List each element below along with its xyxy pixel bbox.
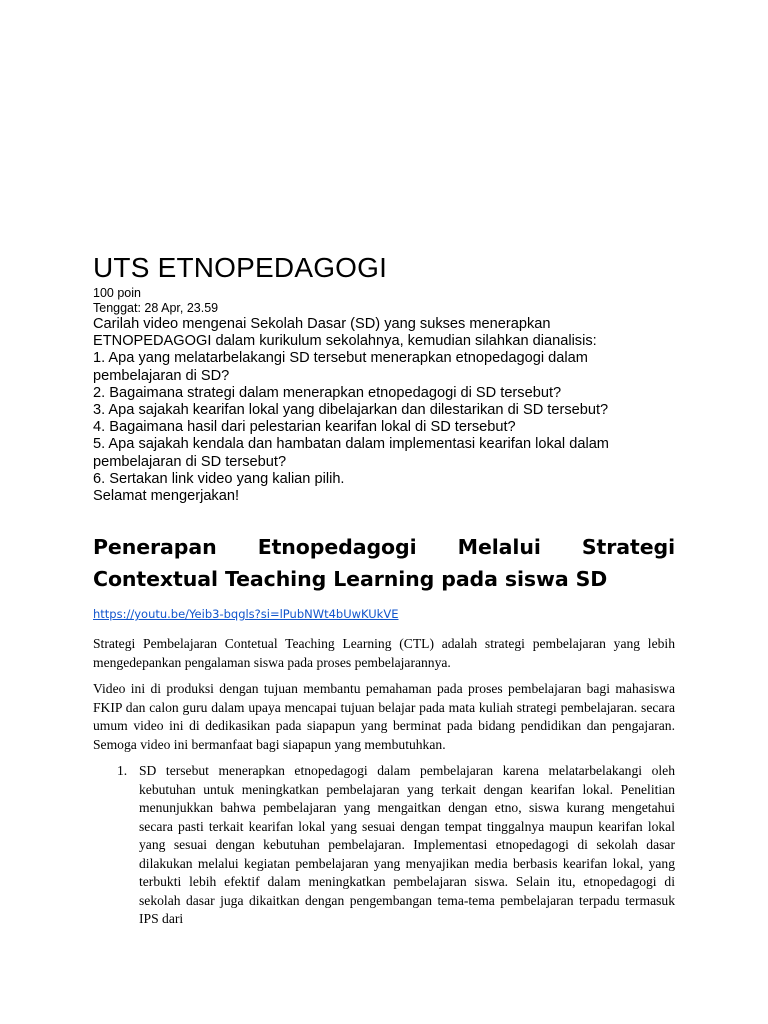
instruction-line: pembelajaran di SD?	[93, 367, 230, 384]
answer-list	[93, 762, 675, 929]
instruction-line: pembelajaran di SD tersebut?	[93, 453, 287, 470]
instruction-line: 6. Sertakan link video yang kalian pilih.	[93, 470, 345, 487]
assignment-instructions	[93, 316, 675, 505]
instruction-line: 4. Bagaimana hasil dari pelestarian kearifan lokal di SD tersebut?	[93, 419, 516, 436]
video-link[interactable]: https://youtu.be/Yeib3-bqgls?si=lPubNWt4bUwKUkVE	[93, 607, 399, 621]
instruction-line: 1. Apa yang melatarbelakangi SD tersebut menerapkan etnopedagogi dalam	[93, 350, 588, 367]
paragraph: Video ini di produksi dengan tujuan membantu pemahaman pada proses pembelajaran bagi mahasiswa FKIP dan calon guru dalam upaya mencapai tujuan belajar pada mata kuliah strategi pembelajaran. secara umum video ini di dedikasikan pada siapapun yang berminat pada bidang pendidikan dan pengajaran. Semoga video ini bermanfaat bagi siapapun yang membutuhkan.	[93, 681, 675, 752]
document-heading: Penerapan Etnopedagogi Melalui Strategi Contextual Teaching Learning pada siswa SD	[93, 535, 675, 591]
list-item	[93, 762, 675, 929]
instruction-line: ETNOPEDAGOGI dalam kurikulum sekolahnya, kemudian silahkan dianalisis:	[93, 333, 597, 350]
assignment-points: 100 poin	[93, 286, 141, 300]
instruction-line: 2. Bagaimana strategi dalam menerapkan etnopedagogi di SD tersebut?	[93, 384, 562, 401]
instruction-line: 5. Apa sajakah kendala dan hambatan dalam implementasi kearifan lokal dalam	[93, 436, 609, 453]
assignment-section	[93, 250, 675, 505]
list-item-text: SD tersebut menerapkan etnopedagogi dalam pembelajaran karena melatarbelakangi oleh kebutuhan untuk meningkatkan pembelajaran yang terkait dengan kearifan lokal. Penelitian menunjukkan bahwa pembelajaran yang mengaitkan dengan etno, siswa kurang mengetahui secara pasti terkait kearifan lokal yang sesuai dengan tempat tinggalnya maupun kearifan lokal yang sesuai dengan kebutuhan pembelajaran. Implementasi etnopedagogi di sekolah dasar dilakukan melalui kegiatan pembelajaran yang menyajikan media berbasis kearifan lokal, yang terbukti lebih efektif dalam meningkatkan pembelajaran siswa. Selain itu, etnopedagogi di sekolah dasar juga dikaitkan dengan pengembangan tema-tema pembelajaran terpadu termasuk IPS dari	[139, 763, 675, 926]
list-item-number: 1.	[117, 763, 128, 778]
instruction-line: 3. Apa sajakah kearifan lokal yang dibelajarkan dan dilestarikan di SD tersebut?	[93, 402, 609, 419]
instruction-line: Selamat mengerjakan!	[93, 488, 240, 505]
assignment-title: UTS ETNOPEDAGOGI	[93, 252, 388, 283]
instruction-line: Carilah video mengenai Sekolah Dasar (SD) yang sukses menerapkan	[93, 316, 551, 332]
assignment-due-date: Tenggat: 28 Apr, 23.59	[93, 301, 219, 315]
paragraph: Strategi Pembelajaran Contetual Teaching Learning (CTL) adalah strategi pembelajaran yang lebih mengedepankan pengalaman siswa pada proses pembelajarannya.	[93, 636, 675, 670]
